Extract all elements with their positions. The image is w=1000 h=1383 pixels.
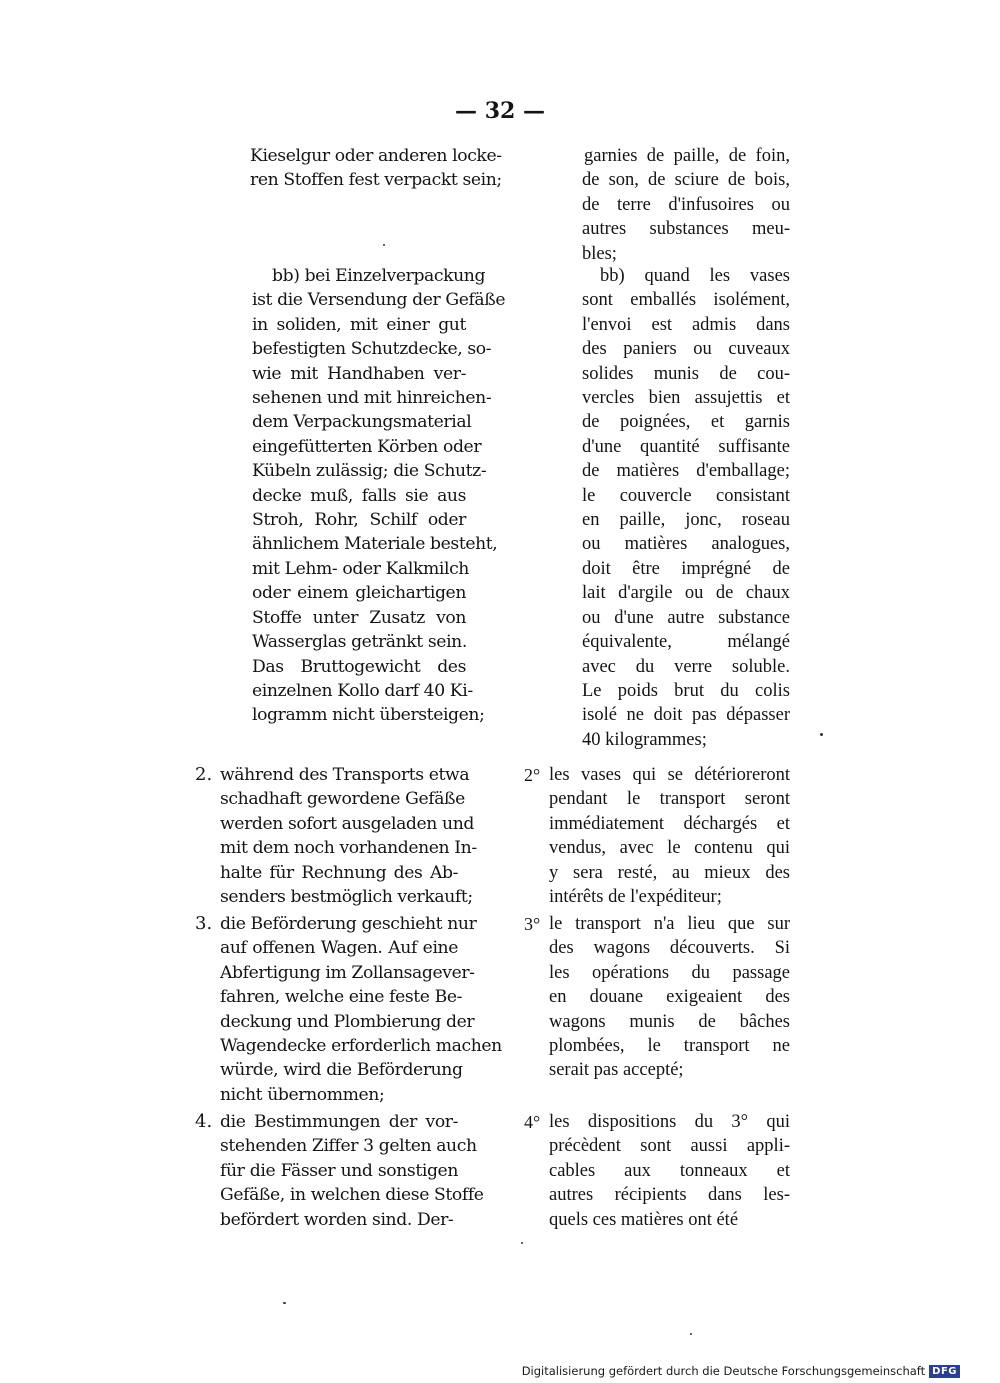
text-line: Stroh, Rohr, Schilf oder [252, 510, 466, 531]
text-line: avec du verre soluble. [582, 656, 790, 677]
text-line: lait d'argile ou de chaux [582, 583, 790, 604]
dfg-logo: DFG [929, 1365, 960, 1378]
text-line: équivalente, mélangé [582, 632, 790, 653]
french-item-2 [549, 763, 790, 909]
german-item-3 [220, 912, 502, 1107]
text-line: einzelnen Kollo darf 40 Ki- [252, 680, 473, 701]
german-item-2-number: 2. [195, 764, 213, 785]
german-item-4-number: 4. [195, 1111, 213, 1132]
text-line: die Bestimmungen der vor- [220, 1112, 458, 1132]
text-line: nicht übernommen; [220, 1084, 385, 1105]
text-line: ähnlichem Materiale besteht, [252, 534, 498, 555]
scan-speck [283, 1302, 286, 1304]
text-line: fahren, welche eine feste Be- [220, 987, 463, 1008]
text-line: autres récipients dans les- [549, 1185, 790, 1206]
text-line: befestigten Schutzdecke, so- [252, 339, 492, 360]
text-line: d'une quantité suffisante [582, 436, 790, 457]
scan-speck [690, 1333, 692, 1335]
text-line: Das Bruttogewicht des [252, 656, 466, 677]
text-line: deckung und Plombierung der [220, 1011, 475, 1032]
text-line: de son, de sciure de bois, [582, 170, 790, 191]
text-line: Kieselgur oder anderen locke- [250, 146, 502, 166]
french-item-2-number: 2° [524, 765, 541, 785]
french-item-4 [549, 1110, 790, 1232]
text-line: halte für Rechnung des Ab- [220, 862, 458, 883]
text-line: 40 kilogrammes; [582, 729, 707, 750]
text-line: de matières d'emballage; [582, 461, 790, 482]
footer-text: Digitalisierung gefördert durch die Deutsche Forschungsgemeinschaft [521, 1364, 926, 1378]
text-line: de poignées, et garnis [582, 412, 790, 433]
text-line: bb) quand les vases [600, 266, 790, 286]
french-item-3 [549, 912, 790, 1083]
text-line: ren Stoffen fest verpackt sein; [250, 170, 502, 191]
scan-speck [521, 1242, 523, 1244]
scan-speck [383, 244, 385, 246]
text-line: für die Fässer und sonstigen [220, 1160, 458, 1181]
text-line: ist die Versendung der Gefäße [252, 290, 506, 311]
text-line: Le poids brut du colis [582, 680, 790, 701]
text-line: quels ces matières ont été [549, 1209, 739, 1230]
text-line: doit être imprégné de [582, 558, 790, 579]
text-line: eingefütterten Körben oder [252, 436, 482, 457]
text-line: dem Verpackungsmaterial [252, 412, 472, 433]
scan-speck [820, 733, 823, 736]
text-line: würde, wird die Beförderung [220, 1060, 463, 1081]
text-line: en douane exigeaient des [549, 987, 790, 1008]
text-line: Stoffe unter Zusatz von [252, 607, 466, 628]
text-line: garnies de paille, de foin, [584, 146, 790, 166]
text-line: Wasserglas getränkt sein. [252, 632, 467, 653]
text-line: die Beförderung geschieht nur [220, 914, 477, 934]
text-line: des paniers ou cuveaux [582, 339, 790, 360]
text-line: le transport n'a lieu que sur [549, 914, 790, 934]
french-item-3-number: 3° [524, 914, 541, 934]
text-line: vendus, avec le contenu qui [549, 838, 790, 859]
text-line: Gefäße, in welchen diese Stoffe [220, 1185, 484, 1206]
text-line: auf offenen Wagen. Auf eine [220, 938, 458, 959]
text-line: autres substances meu- [582, 219, 790, 240]
text-line: mit Lehm- oder Kalkmilch [252, 558, 469, 579]
text-line: précèdent sont aussi appli- [549, 1136, 790, 1157]
text-line: schadhaft gewordene Gefäße [220, 789, 465, 810]
text-line: isolé ne doit pas dépasser [582, 705, 790, 726]
text-line: l'envoi est admis dans [582, 314, 790, 335]
text-line: en paille, jonc, roseau [582, 510, 790, 531]
text-line: y sera resté, au mieux des [549, 862, 790, 883]
text-line: wagons munis de bâches [549, 1011, 790, 1032]
text-line: ou matières analogues, [582, 534, 790, 555]
digitization-credit [522, 1364, 960, 1378]
french-item-4-number: 4° [524, 1112, 541, 1132]
text-line: befördert worden sind. Der- [220, 1209, 454, 1230]
text-line: ou d'une autre substance [582, 607, 790, 628]
text-line: les vases qui se détérioreront [549, 765, 790, 785]
text-line: Kübeln zulässig; die Schutz- [252, 461, 487, 482]
text-line: stehenden Ziffer 3 gelten auch [220, 1136, 477, 1157]
text-line: senders bestmöglich verkauft; [220, 887, 473, 908]
german-item-2 [220, 763, 477, 909]
text-line: des wagons découverts. Si [549, 938, 790, 959]
text-line: plombées, le transport ne [549, 1036, 790, 1057]
text-line: logramm nicht übersteigen; [252, 705, 485, 726]
text-line: serait pas accepté; [549, 1060, 684, 1081]
text-line: le couvercle consistant [582, 485, 790, 506]
page-number: — 32 — [455, 98, 545, 124]
text-line: decke muß, falls sie aus [252, 485, 466, 506]
text-line: pendant le transport seront [549, 789, 790, 810]
text-line: werden sofort ausgeladen und [220, 813, 474, 834]
text-line: in soliden, mit einer gut [252, 314, 466, 335]
text-line: cables aux tonneaux et [549, 1160, 790, 1181]
text-line: sont emballés isolément, [582, 290, 790, 311]
german-bb-paragraph [252, 264, 506, 728]
french-intro [582, 144, 790, 266]
text-line: mit dem noch vorhandenen In- [220, 838, 477, 859]
text-line: bles; [582, 243, 617, 264]
french-bb-paragraph [582, 264, 790, 752]
text-line: oder einem gleichartigen [252, 583, 466, 604]
text-line: les opérations du passage [549, 962, 790, 983]
text-line: immédiatement déchargés et [549, 813, 790, 834]
text-line: solides munis de cou- [582, 363, 790, 384]
text-line: les dispositions du 3° qui [549, 1112, 790, 1132]
text-line: intérêts de l'expéditeur; [549, 887, 722, 908]
text-line: während des Transports etwa [220, 765, 470, 785]
text-line: Wagendecke erforderlich machen [220, 1036, 502, 1057]
german-intro [250, 144, 502, 193]
german-item-4 [220, 1110, 484, 1232]
text-line: wie mit Handhaben ver- [252, 363, 466, 384]
text-line: bb) bei Einzelverpackung [272, 266, 486, 286]
text-line: sehenen und mit hinreichen- [252, 388, 492, 409]
german-item-3-number: 3. [195, 913, 213, 934]
text-line: Abfertigung im Zollansagever- [220, 962, 475, 983]
text-line: de terre d'infusoires ou [582, 194, 790, 215]
text-line: vercles bien assujettis et [582, 388, 790, 409]
